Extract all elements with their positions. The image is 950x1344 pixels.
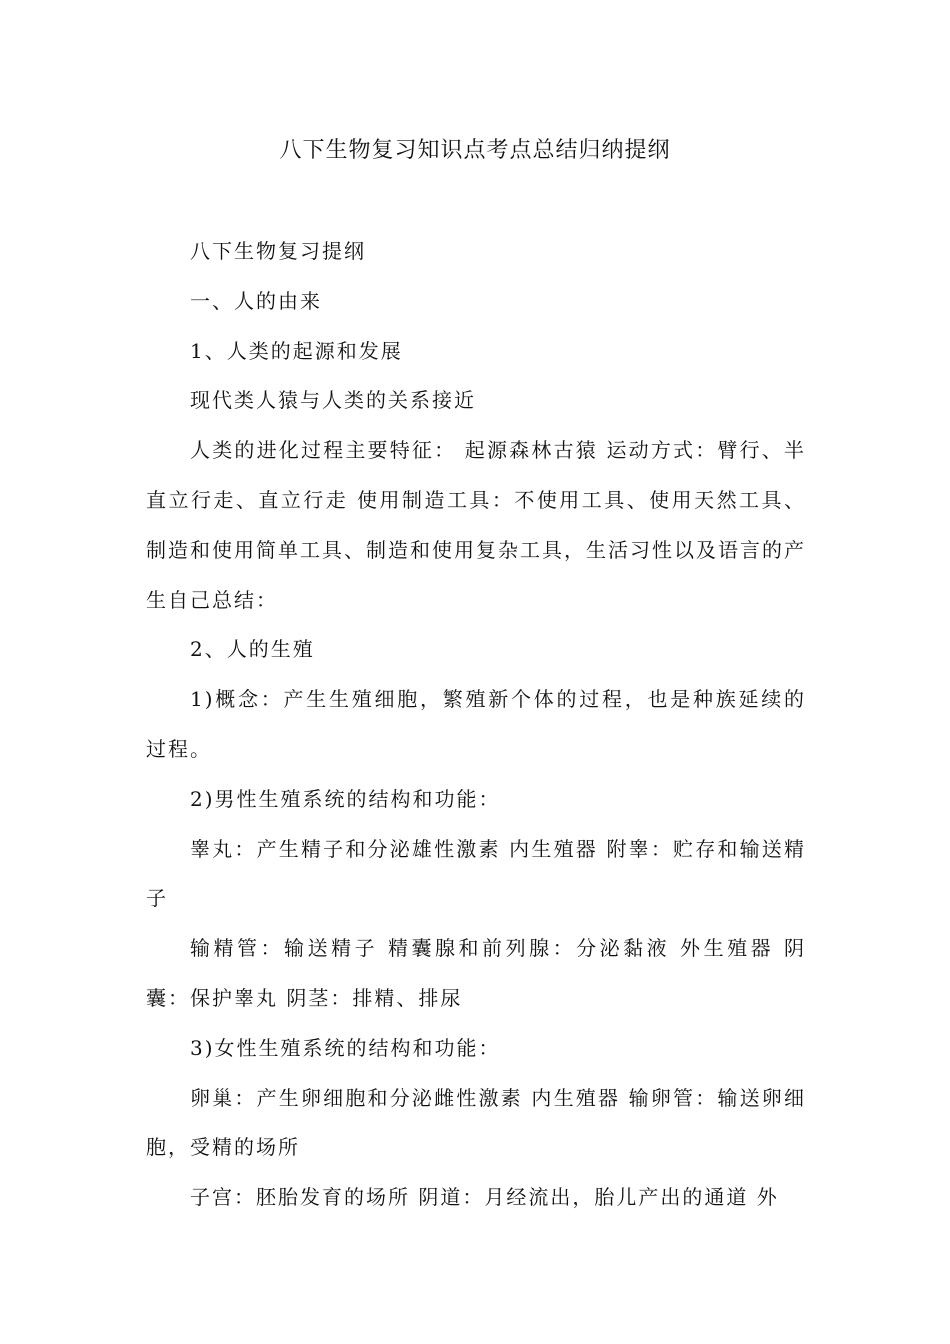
- paragraph: 人类的进化过程主要特征： 起源森林古猿 运动方式：臂行、半直立行走、直立行走 使用制造工具：不使用工具、使用天然工具、制造和使用简单工具、制造和使用复杂工具，生活习性以及语言的产生自己总结：: [146, 438, 806, 612]
- paragraph: 八下生物复习提纲: [190, 239, 366, 263]
- paragraph: 现代类人猿与人类的关系接近: [190, 388, 476, 413]
- document-body: [146, 227, 806, 1223]
- paragraph: 一、人的由来: [190, 288, 322, 313]
- paragraph: 2、人的生殖: [190, 637, 315, 662]
- paragraph: 1)概念：产生生殖细胞，繁殖新个体的过程，也是种族延续的过程。: [146, 687, 806, 761]
- paragraph: 3)女性生殖系统的结构和功能：: [190, 1035, 501, 1060]
- paragraph: 输精管：输送精子 精囊腺和前列腺：分泌黏液 外生殖器 阴囊：保护睾丸 阴茎：排精、排尿: [146, 936, 806, 1010]
- paragraph: 卵巢：产生卵细胞和分泌雌性激素 内生殖器 输卵管：输送卵细胞，受精的场所: [146, 1085, 806, 1160]
- paragraph: 睾丸：产生精子和分泌雄性激素 内生殖器 附睾：贮存和输送精子: [146, 836, 806, 911]
- paragraph: 2)男性生殖系统的结构和功能：: [190, 786, 501, 811]
- document-title: 八下生物复习知识点考点总结归纳提纲: [279, 138, 671, 163]
- paragraph: 子宫：胚胎发育的场所 阴道：月经流出，胎儿产出的通道 外: [190, 1185, 779, 1210]
- paragraph: 1、人类的起源和发展: [190, 338, 403, 363]
